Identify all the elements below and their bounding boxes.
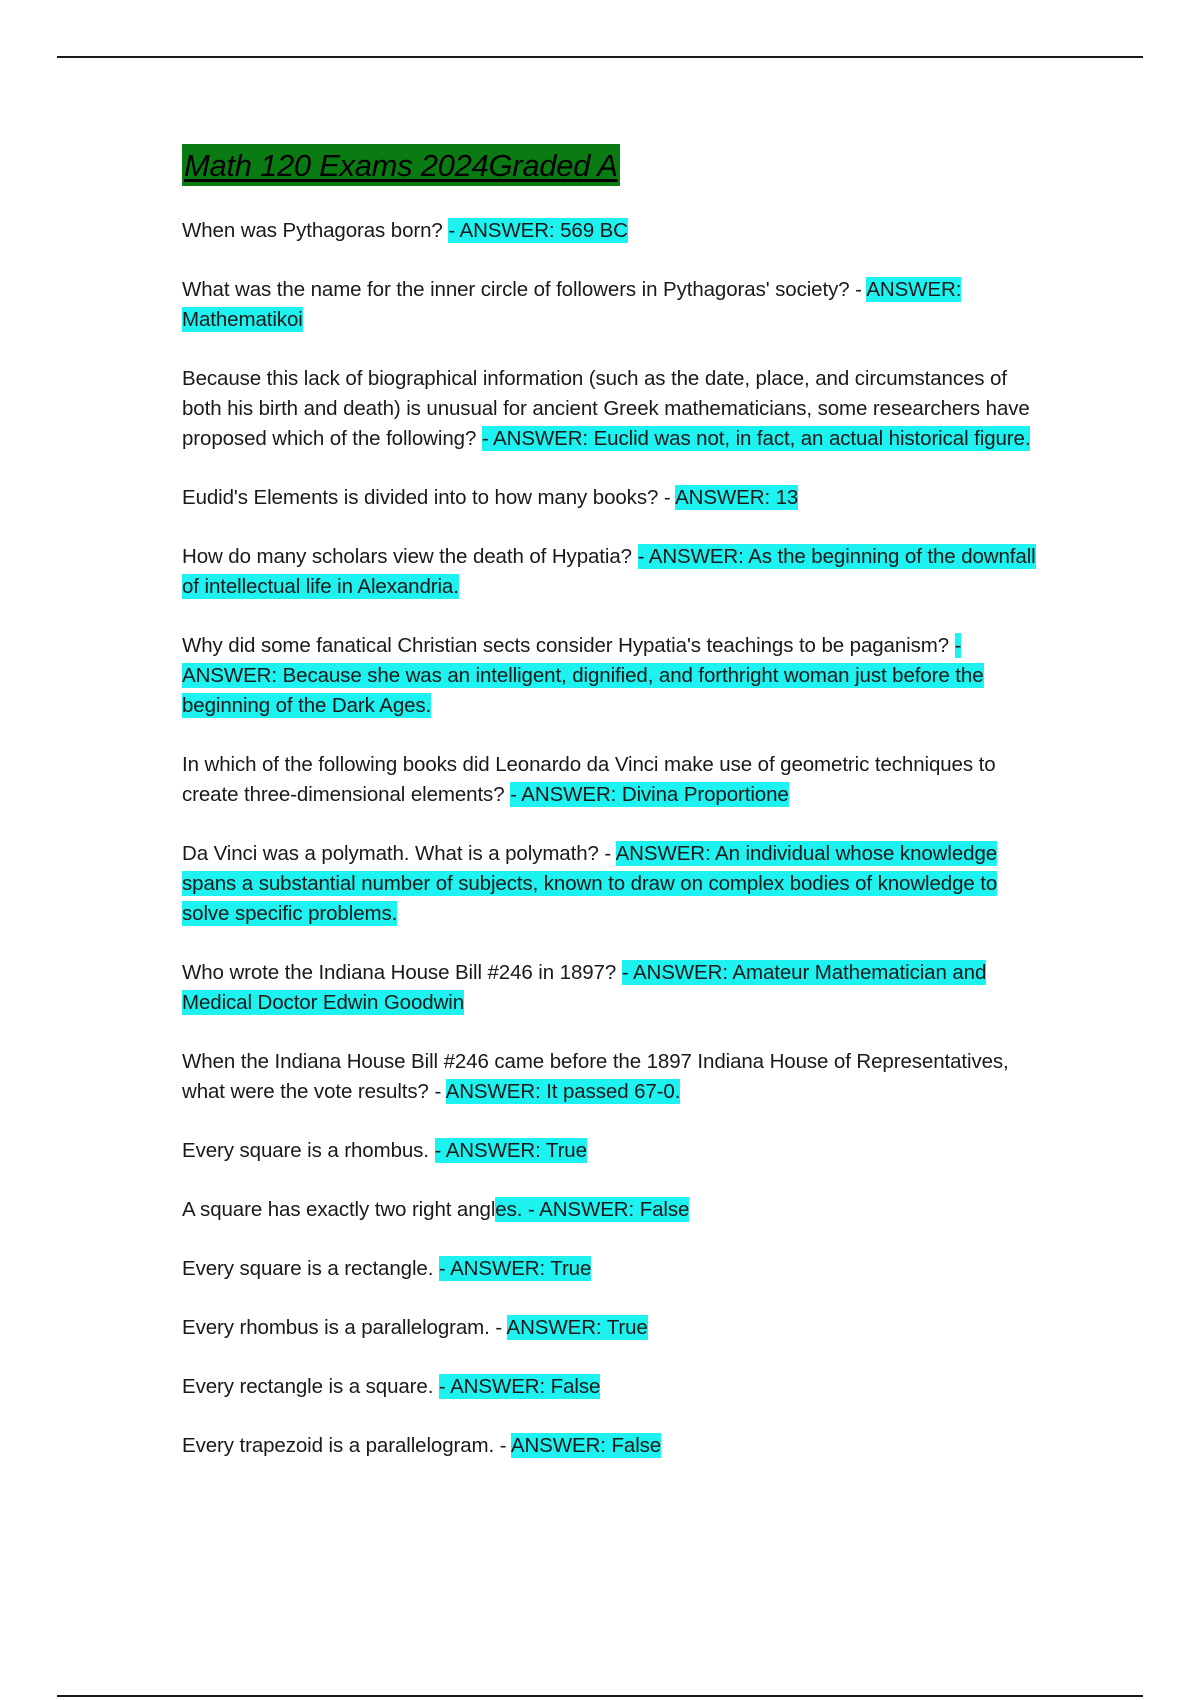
question-text: When the Indiana House Bill #246 came before the 1897 Indiana House of Representatives, what were the vote results? -	[182, 1050, 1009, 1103]
qa-item	[182, 483, 1042, 513]
qa-item	[182, 750, 1042, 810]
question-text: Every square is a rectangle.	[182, 1257, 439, 1280]
qa-item	[182, 1431, 1042, 1461]
qa-item	[182, 1047, 1042, 1107]
answer-text: - ANSWER: Euclid was not, in fact, an actual historical figure.	[481, 427, 1031, 450]
answer-text: - ANSWER: Because she was an intelligent, dignified, and forthright woman just before the beginning of the Dark Ages.	[182, 634, 984, 717]
document-page	[182, 144, 1042, 1490]
qa-item	[182, 542, 1042, 602]
qa-list	[182, 216, 1042, 1461]
question-text: Every rhombus is a parallelogram. -	[182, 1316, 507, 1339]
answer-text: ANSWER: 13	[675, 486, 799, 509]
answer-text: - ANSWER: As the beginning of the downfall of intellectual life in Alexandria.	[182, 545, 1036, 598]
question-text: Every trapezoid is a parallelogram. -	[182, 1434, 511, 1457]
answer-text: ANSWER: It passed 67-0.	[445, 1080, 681, 1103]
answer-text: - ANSWER: 569 BC	[448, 219, 628, 242]
qa-item	[182, 631, 1042, 721]
qa-item	[182, 1254, 1042, 1284]
question-text: Why did some fanatical Christian sects consider Hypatia's teachings to be paganism?	[182, 634, 955, 657]
question-text: Every square is a rhombus.	[182, 1139, 435, 1162]
document-title: Math 120 Exams 2024Graded A	[182, 144, 620, 186]
qa-item	[182, 1136, 1042, 1166]
qa-item	[182, 1372, 1042, 1402]
question-text: In which of the following books did Leonardo da Vinci make use of geometric techniques to create three-dimensional elements?	[182, 753, 996, 806]
qa-item	[182, 364, 1042, 454]
qa-item	[182, 275, 1042, 335]
question-text: Eudid's Elements is divided into to how many books? -	[182, 486, 676, 509]
answer-text: - ANSWER: True	[438, 1257, 592, 1280]
answer-text: ANSWER: False	[510, 1434, 662, 1457]
answer-text: ANSWER: True	[506, 1316, 648, 1339]
answer-text: - ANSWER: True	[434, 1139, 587, 1162]
answer-text: ANSWER: An individual whose knowledge spans a substantial number of subjects, known to draw on complex bodies of knowledge to solve specific problems.	[182, 842, 998, 925]
qa-item	[182, 958, 1042, 1018]
question-text: Da Vinci was a polymath. What is a polymath? -	[182, 842, 616, 865]
answer-text: - ANSWER: Amateur Mathematician and Medical Doctor Edwin Goodwin	[182, 961, 987, 1014]
qa-item	[182, 216, 1042, 246]
question-text: When was Pythagoras born?	[182, 219, 449, 242]
question-text: What was the name for the inner circle of followers in Pythagoras' society? -	[182, 278, 867, 301]
answer-text: es. - ANSWER: False	[495, 1198, 690, 1221]
header-rule	[57, 56, 1143, 58]
answer-text: ANSWER: Mathematikoi	[182, 278, 962, 331]
question-text: Because this lack of biographical information (such as the date, place, and circumstances of both his birth and death) is unusual for ancient Greek mathematicians, some researchers have proposed which of the following?	[182, 367, 1030, 450]
footer-rule	[57, 1695, 1143, 1697]
question-text: How do many scholars view the death of Hypatia?	[182, 545, 638, 568]
qa-item	[182, 1313, 1042, 1343]
qa-item	[182, 839, 1042, 929]
answer-text: - ANSWER: Divina Proportione	[510, 783, 789, 806]
qa-item	[182, 1195, 1042, 1225]
question-text: A square has exactly two right angl	[182, 1198, 496, 1221]
answer-text: - ANSWER: False	[438, 1375, 601, 1398]
question-text: Who wrote the Indiana House Bill #246 in 1897?	[182, 961, 622, 984]
question-text: Every rectangle is a square.	[182, 1375, 439, 1398]
